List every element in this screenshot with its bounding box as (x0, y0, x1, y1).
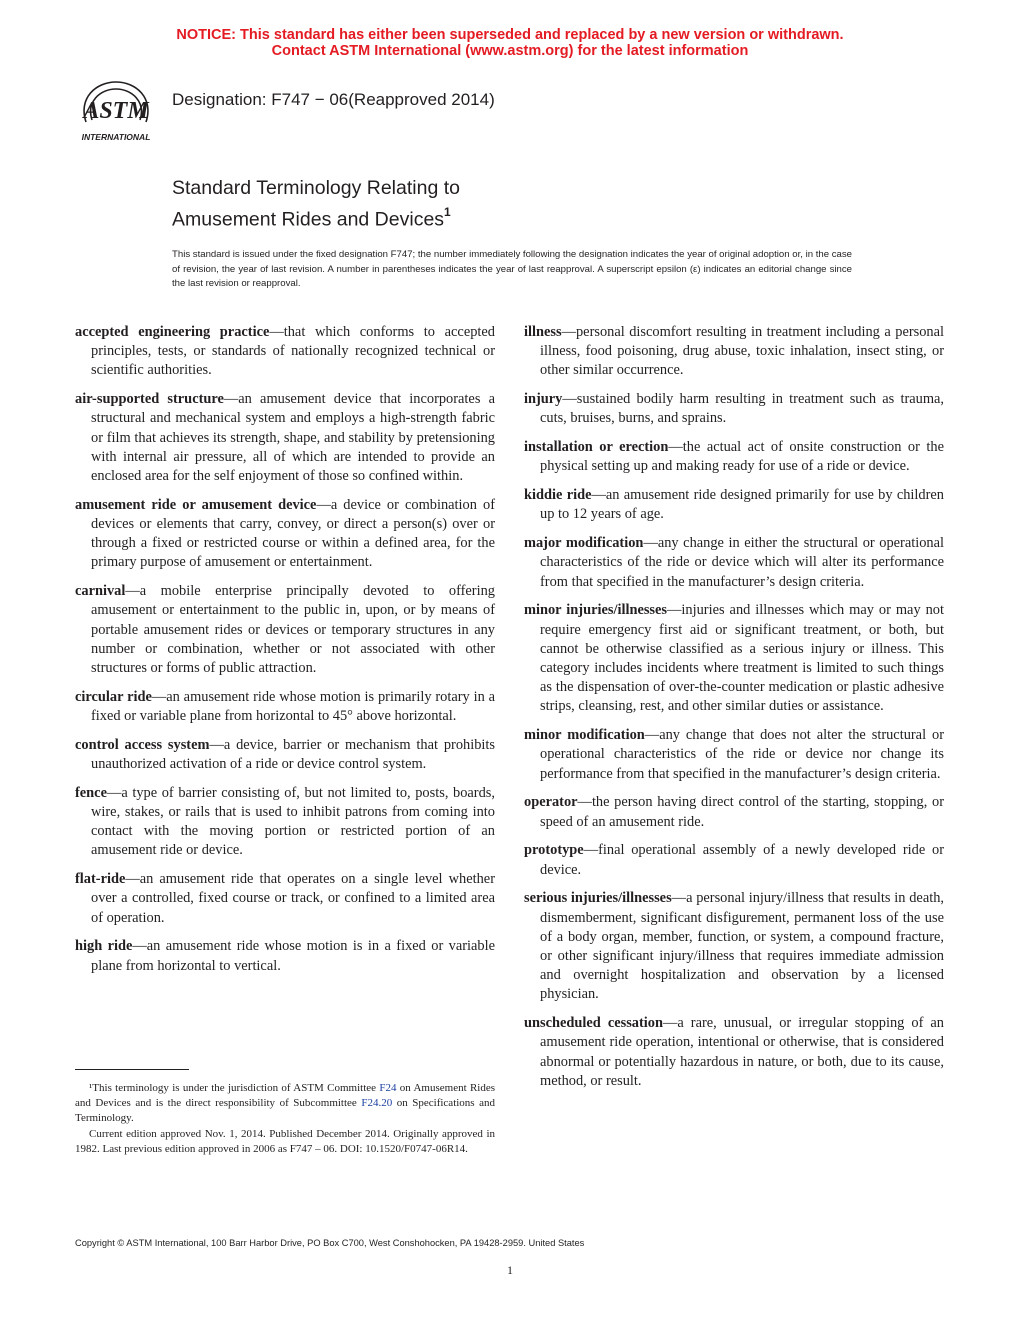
term-entry (75, 784, 495, 861)
term-entry (75, 390, 495, 486)
term-name: injury (524, 391, 563, 408)
term-definition: —final operational assembly of a newly developed ride or device. (540, 842, 944, 878)
title-line-1: Standard Terminology Relating to (172, 177, 460, 199)
term-name: unscheduled cessation (524, 1015, 663, 1032)
term-definition: —that which conforms to accepted principles, tests, or standards of nationally recognized technical or scientific authorities. (91, 324, 495, 379)
term-definition: —sustained bodily harm resulting in treatment such as trauma, cuts, bruises, burns, and sprains. (540, 391, 944, 427)
term-definition: —an amusement device that incorporates a structural and mechanical system and employs a high-strength fabric or film that achieves its strength, shape, and stability by pretensioning with internal air pressure, all of which are intended to provide an enclosed area for the self enjoyment of those so confined within. (91, 391, 495, 485)
term-entry (75, 736, 495, 774)
notice-line-1: NOTICE: This standard has either been superseded and replaced by a new version or withdrawn. (176, 27, 844, 43)
title-footnote-mark[interactable]: 1 (444, 205, 451, 219)
term-entry (75, 688, 495, 726)
term-definition: —the actual act of onsite construction or the physical setting up and making ready for use of a ride or device. (540, 439, 944, 475)
term-name: prototype (524, 842, 584, 859)
term-entry (524, 438, 944, 476)
term-entry (524, 534, 944, 592)
term-name: accepted engineering practice (75, 324, 270, 340)
term-name: minor injuries/illnesses (524, 602, 668, 619)
term-entry (524, 841, 944, 879)
right-column (524, 323, 944, 1101)
term-definition: —a device, barrier or mechanism that prohibits unauthorized activation of a ride or device control system. (91, 736, 495, 773)
notice-banner (0, 27, 1020, 59)
issued-note: This standard is issued under the fixed designation F747; the number immediately following the designation indicates the year of original adoption or, in the case of revision, the year of last revision. A number in parentheses indicates the year of last reapproval. A superscript epsilon (ε) indicates an editorial change since the last revision or reapproval. (172, 249, 852, 289)
term-definition: —the person having direct control of the starting, stopping, or speed of an amusement ride. (540, 794, 944, 830)
astm-logo-letters: ASTM (83, 98, 149, 124)
footnote-paragraph-2: Current edition approved Nov. 1, 2014. Published December 2014. Originally approved in 1982. Last previous edition approved in 2006 as F747 – 06. DOI: 10.1520/F0747-06R14. (75, 1127, 495, 1155)
term-definition: —a rare, unusual, or irregular stopping of an amusement ride operation, intentional or otherwise, that is considered abnormal or potentially hazardous in nature, or both, due to its cause, method, or result. (540, 1015, 944, 1089)
title-line-2-text: Amusement Rides and Devices (172, 208, 445, 231)
term-name: amusement ride or amusement device (75, 496, 317, 513)
term-entry (75, 582, 495, 678)
term-entry (75, 937, 495, 975)
term-name: illness (524, 324, 562, 340)
term-name: high ride (75, 938, 133, 955)
astm-logo (68, 74, 164, 146)
term-name: minor modification (524, 727, 645, 744)
term-definition: —an amusement ride that operates on a single level whether over a controlled, fixed course or track, or confined to a limited area of operation. (91, 871, 495, 926)
term-entry (524, 601, 944, 716)
term-definition: —personal discomfort resulting in treatment including a personal illness, food poisoning, drug abuse, toxic inhalation, insect sting, or other similar occurrence. (540, 324, 944, 379)
title-line-2 (172, 201, 460, 233)
term-definition: —a type of barrier consisting of, but not limited to, posts, boards, wire, stakes, or rails that is used to inhibit patrons from coming into contact with the moving portion or restricted portion of an amusement ride or device. (91, 784, 495, 859)
term-definition: —an amusement ride designed primarily for use by children up to 12 years of age. (540, 487, 944, 523)
term-definition: —any change that does not alter the structural or operational characteristics of the ride or device nor change its performance from that specified in the manufacturer’s design criteria. (540, 727, 944, 782)
subcommittee-link-f24-20[interactable]: F24.20 (361, 1097, 393, 1110)
term-name: air-supported structure (75, 391, 224, 408)
term-entry (524, 889, 944, 1004)
page-number: 1 (507, 1263, 513, 1277)
term-name: control access system (75, 736, 210, 753)
footnote (75, 1081, 495, 1157)
committee-link-f24[interactable]: F24 (379, 1082, 397, 1094)
term-name: major modification (524, 535, 644, 552)
term-name: operator (524, 794, 578, 811)
term-entry (524, 726, 944, 784)
term-entry (524, 390, 944, 428)
term-definition: —a device or combination of devices or elements that carry, convey, or direct a person(s) over or through a fixed or restricted course or within a defined area, for the primary purpose of amusement or entertainment. (91, 496, 495, 571)
term-definition: —any change in either the structural or operational characteristics of the ride or device which will alter its performance from that specified in the manufacturer’s design criteria. (540, 535, 944, 590)
footnote-text-a: ¹This terminology is under the jurisdiction of ASTM Committee (89, 1082, 380, 1094)
designation: Designation: F747 − 06(Reapproved 2014) (172, 90, 495, 109)
term-entry (524, 793, 944, 831)
document-title (172, 175, 460, 233)
term-entry (75, 870, 495, 928)
footnote-divider (75, 1069, 189, 1070)
term-definition: —a mobile enterprise principally devoted to offering amusement or entertainment to the public in, upon, or by means of portable amusement rides or devices or temporary structures in any number or combination, whether or not associated with other structures or forms of public attraction. (91, 583, 495, 677)
term-definition: —a personal injury/illness that results in death, dismemberment, significant disfigurement, permanent loss of the use of a body organ, member, function, or system, a compound fracture, or other significant injury/illness that requires immediate admission and overnight hospitalization and observation by a licensed physician. (540, 890, 944, 1003)
footnote-paragraph-1 (75, 1081, 495, 1127)
left-column (75, 323, 495, 985)
term-entry (75, 323, 495, 381)
notice-line-2: Contact ASTM International (www.astm.org) for the latest information (271, 43, 749, 59)
term-name: fence (75, 784, 107, 801)
term-name: carnival (75, 583, 126, 600)
term-name: serious injuries/illnesses (524, 890, 672, 907)
term-name: kiddie ride (524, 487, 592, 504)
term-entry (524, 486, 944, 524)
term-name: installation or erection (524, 439, 669, 456)
astm-logo-international: INTERNATIONAL (81, 132, 151, 142)
term-name: flat-ride (75, 871, 126, 888)
term-entry (524, 323, 944, 381)
term-definition: —an amusement ride whose motion is in a fixed or variable plane from horizontal to vertical. (91, 938, 495, 974)
term-entry (524, 1014, 944, 1091)
copyright: Copyright © ASTM International, 100 Barr Harbor Drive, PO Box C700, West Conshohocken, PA 19428-2959. United States (75, 1238, 585, 1248)
term-definition: —an amusement ride whose motion is primarily rotary in a fixed or variable plane from horizontal to 45° above horizontal. (91, 688, 495, 725)
term-entry (75, 496, 495, 573)
footnote-text-b: on Amusement Rides and Devices and is the direct responsibility of Subcommittee (75, 1082, 496, 1110)
term-definition: —injuries and illnesses which may or may not require emergency first aid or significant treatment, or both, but cannot be otherwise classified as a serious injury or illness. This category includes incidents where treatment is limited to such things as the dispensation of over-the-counter medication or plastic adhesive strips, cleansing, rest, and other similar duties or assistance. (540, 602, 944, 715)
footnote-text-c: on Specifications and Terminology. (75, 1097, 495, 1125)
term-name: circular ride (75, 688, 152, 705)
